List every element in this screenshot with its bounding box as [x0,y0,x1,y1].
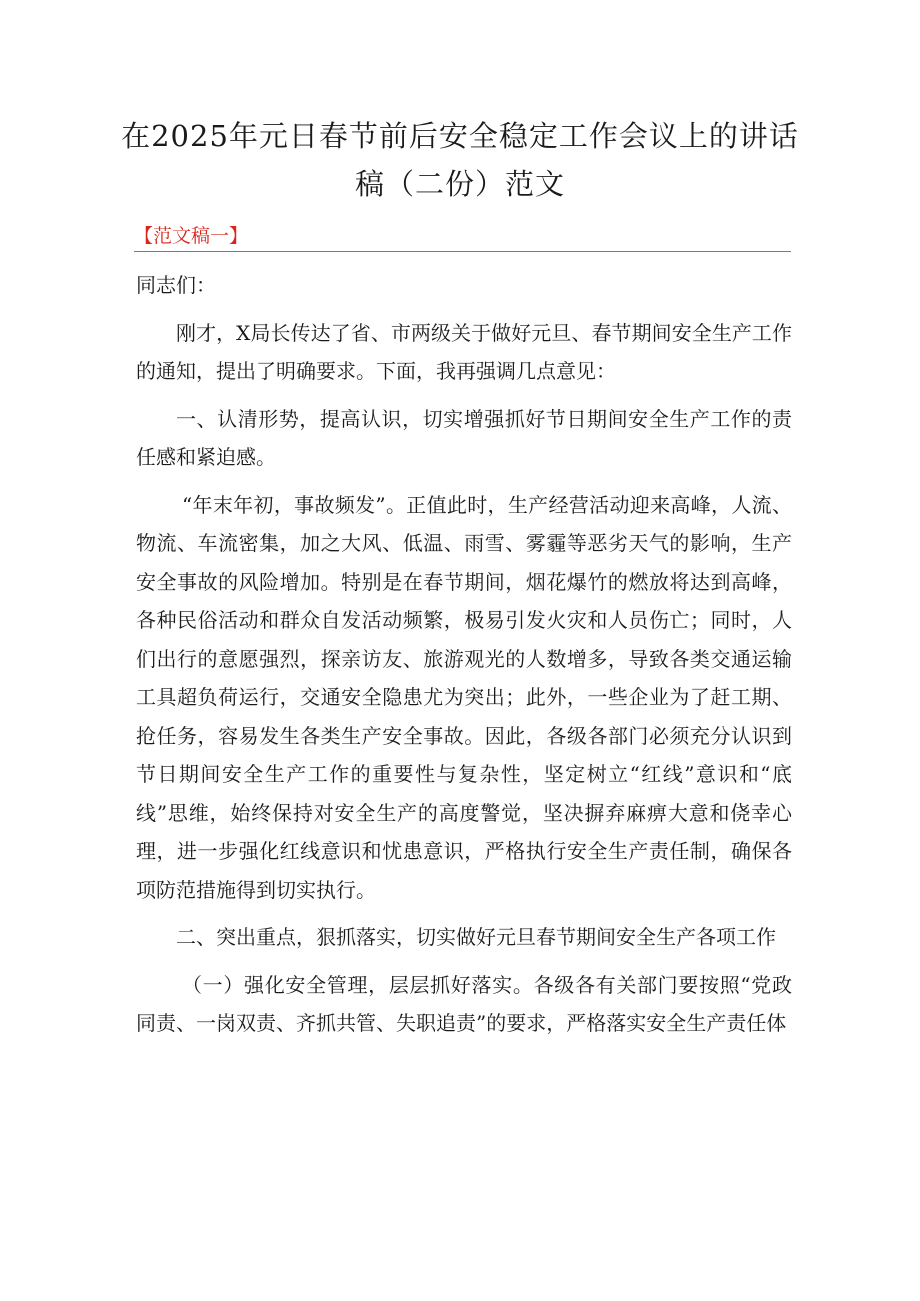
document-body [136,266,792,1043]
paragraph-2: “年末年初，事故频发”。正值此时，生产经营活动迎来高峰，人流、物流、车流密集，加之大风、低温、雨雪、雾霾等恶劣天气的影响，生产安全事故的风险增加。特别是在春节期间，烟花爆竹的燃放将达到高峰，各种民俗活动和群众自发活动频繁，极易引发火灾和人员伤亡；同时，人们出行的意愿强烈，探亲访友、旅游观光的人数增多，导致各类交通运输工具超负荷运行，交通安全隐患尤为突出；此外，一些企业为了赶工期、抢任务，容易发生各类生产安全事故。因此，各级各部门必须充分认识到节日期间安全生产工作的重要性与复杂性，坚定树立“红线”意识和“底线”思维，始终保持对安全生产的高度警觉，坚决摒弃麻痹大意和侥幸心理，进一步强化红线意识和忧患意识，严格执行安全生产责任制，确保各项防范措施得到切实执行。 [136,492,792,902]
paragraph-3: （一）强化安全管理，层层抓好落实。各级各有关部门要按照“党政同责、一岗双责、齐抓共管、失职追责”的要求，严格落实安全生产责任体 [136,972,792,1035]
section-divider [134,251,791,252]
title-line-2: 稿（二份）范文 [354,167,565,201]
paragraph-1: 刚才，X局长传达了省、市两级关于做好元旦、春节期间安全生产工作的通知，提出了明确要求。下面，我再强调几点意见： [136,320,792,383]
title-line-1: 在2025年元日春节前后安全稳定工作会议上的讲话 [121,119,799,153]
greeting: 同志们： [136,273,216,297]
heading-2: 二、突出重点，狠抓落实，切实做好元旦春节期间安全生产各项工作 [176,925,776,949]
document-title [120,112,800,208]
heading-1: 一、认清形势，提高认识，切实增强抓好节日期间安全生产工作的责任感和紧迫感。 [136,406,792,469]
section-tag: 【范文稿一】 [134,225,249,247]
